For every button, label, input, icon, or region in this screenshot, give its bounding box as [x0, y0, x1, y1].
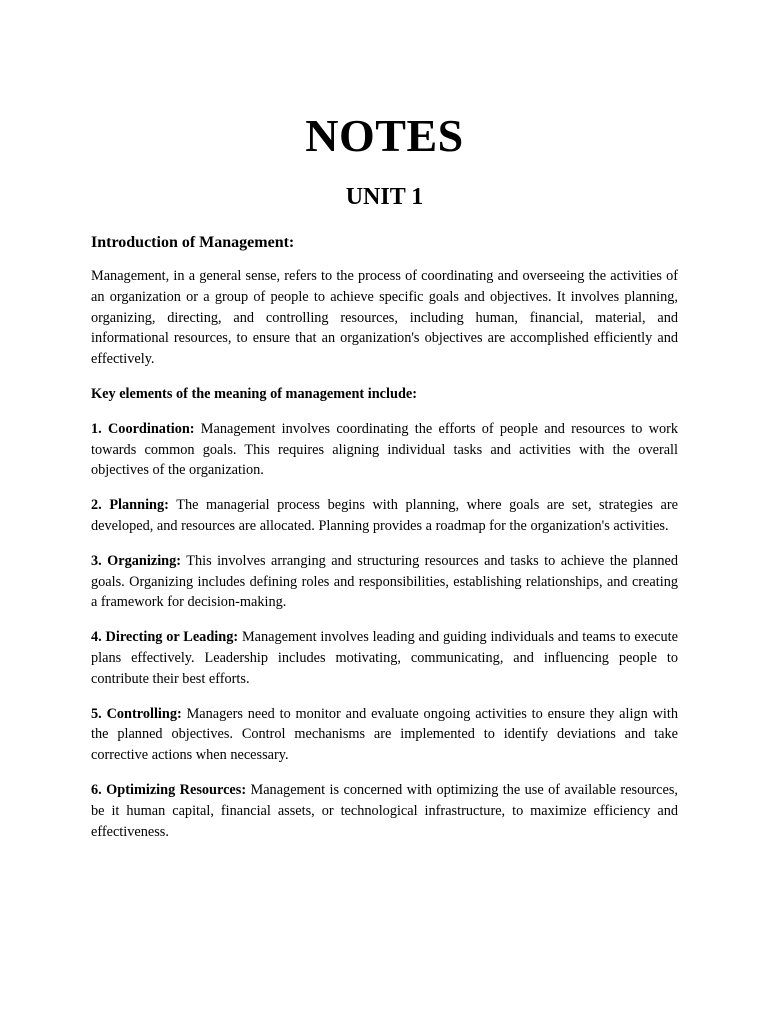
- item-term: Optimizing Resources:: [106, 781, 247, 798]
- list-item: [91, 627, 678, 689]
- list-item: [91, 780, 678, 842]
- item-term: Controlling:: [106, 705, 182, 722]
- unit-heading: UNIT 1: [345, 184, 424, 210]
- item-number: 4.: [91, 629, 102, 646]
- key-elements-heading: Key elements of the meaning of management include:: [91, 385, 418, 402]
- section-heading: Introduction of Management:: [91, 234, 295, 251]
- list-item: [91, 419, 678, 481]
- document-title: NOTES: [305, 110, 464, 161]
- item-number: 3.: [91, 552, 102, 569]
- intro-paragraph: Management, in a general sense, refers to the process of coordinating and overseeing the activities of an organization or a group of people to achieve specific goals and objectives. It involves planning, organizing, directing, and controlling resources, including human, financial, material, and informational resources, to ensure that an organization's objectives are accomplished efficiently and effectively.: [91, 268, 678, 368]
- item-number: 6.: [91, 781, 102, 798]
- item-number: 1.: [91, 420, 102, 437]
- item-text: This involves arranging and structuring resources and tasks to achieve the planned goals. Organizing includes defining roles and responsibilities, establishing relationships, and creating a framework for decision-making.: [91, 552, 678, 611]
- item-text: Management is concerned with optimizing the use of available resources, be it human capital, financial assets, or technological infrastructure, to maximize efficiency and effectiveness.: [91, 781, 678, 840]
- item-text: The managerial process begins with planning, where goals are set, strategies are developed, and resources are allocated. Planning provides a roadmap for the organization's activities.: [91, 497, 678, 534]
- item-number: 5.: [91, 705, 102, 722]
- list-item: [91, 551, 678, 613]
- item-text: Managers need to monitor and evaluate ongoing activities to ensure they align with the planned objectives. Control mechanisms are implemented to identify deviations and take corrective actions when necessary.: [91, 705, 678, 764]
- item-term: Directing or Leading:: [105, 629, 239, 646]
- list-item: [91, 704, 678, 766]
- item-term: Organizing:: [107, 552, 182, 569]
- item-text: Management involves leading and guiding individuals and teams to execute plans effectively. Leadership includes motivating, communicating, and influencing people to contribute their best efforts.: [91, 629, 678, 687]
- item-term: Planning:: [109, 497, 169, 514]
- item-term: Coordination:: [107, 420, 195, 437]
- list-item: [91, 495, 678, 537]
- item-number: 2.: [91, 497, 102, 514]
- item-text: Management involves coordinating the efforts of people and resources to work towards common goals. This requires aligning individual tasks and activities with the overall objectives of the organization.: [91, 420, 679, 479]
